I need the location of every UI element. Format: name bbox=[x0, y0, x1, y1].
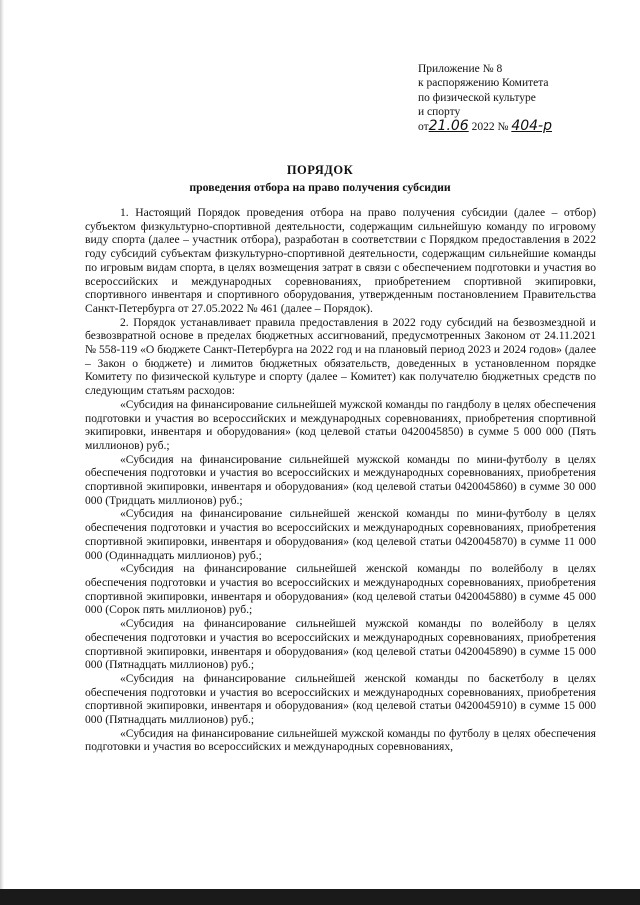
paragraph-2: 2. Порядок устанавливает правила предоставления в 2022 году субсидий на безвозмездной и безвозвратной основе в пределах бюджетных ассигнований, предусмотренных Законом от 24.11.2021 № 558-119 «О бюджете Санкт-Петербурга на 2022 год и на плановый период 2023 и 2024 годов» (далее – Закон о бюджете) и лимитов бюджетных обязательств, доведенных в установленном порядке Комитету по физической культуре и спорту (далее – Комитет) как получателю бюджетных средств по следующим статьям расходов: bbox=[85, 315, 596, 398]
header-line: к распоряжению Комитета bbox=[418, 77, 549, 90]
paragraph-1: 1. Настоящий Порядок проведения отбора на право получения субсидии (далее – отбор) субъектом физкультурно-спортивной деятельности, содержащим сильнейшую команду по игровому виду спорта (далее – участник отбора), разработан в соответствии с Порядком предоставления в 2022 году субсидий субъектам физкультурно-спортивной деятельности, содержащим сильнейшие команды по игровым видам спорта, в целях возмещения затрат в связи с обеспечением подготовки и участия во всероссийских и международных соревнованиях, приобретением спортивной экипировки, спортивного инвентаря и спортивного оборудования, утвержденным постановлением Правительства Санкт-Петербурга от 27.05.2022 № 461 (далее – Порядок). bbox=[85, 206, 596, 315]
subsidy-item: «Субсидия на финансирование сильнейшей мужской команды по мини-футболу в целях обеспечения подготовки и участия во всероссийских и международных соревнованиях, приобретения спортивной экипировки, инвентаря и оборудования» (код целевой статьи 0420045860) в сумме 30 000 000 (Тридцать миллионов) руб.; bbox=[85, 452, 596, 507]
scan-left-edge bbox=[0, 0, 4, 905]
header-date-line bbox=[418, 119, 618, 134]
handwritten-number: 404-р bbox=[511, 118, 552, 135]
handwritten-date: 21.06 bbox=[428, 118, 469, 135]
date-prefix: от bbox=[418, 121, 429, 134]
subsidy-item: «Субсидия на финансирование сильнейшей женской команды по мини-футболу в целях обеспечения подготовки и участия во всероссийских и международных соревнованиях, приобретения спортивной экипировки, инвентаря и оборудования» (код целевой статьи 0420045870) в сумме 11 000 000 (Одиннадцать миллионов) руб.; bbox=[85, 507, 596, 562]
subsidy-item: «Субсидия на финансирование сильнейшей мужской команды по футболу в целях обеспечения подготовки и участия во всероссийских и международных соревнованиях, bbox=[85, 726, 596, 754]
header-line: Приложение № 8 bbox=[418, 63, 503, 75]
scan-bottom-edge bbox=[0, 889, 640, 905]
header-line: и спорту bbox=[418, 105, 461, 118]
title-main: ПОРЯДОК bbox=[286, 163, 354, 177]
subsidy-item: «Субсидия на финансирование сильнейшей женской команды по волейболу в целях обеспечения подготовки и участия во всероссийских и международных соревнованиях, приобретения спортивной экипировки, инвентаря и оборудования» (код целевой статьи 0420045880) в сумме 45 000 000 (Сорок пять миллионов) руб.; bbox=[85, 562, 596, 617]
subsidy-item: «Субсидия на финансирование сильнейшей мужской команды по гандболу в целях обеспечения подготовки и участия во всероссийских и международных соревнованиях, приобретения спортивной экипировки, инвентаря и оборудования» (код целевой статьи 0420045850) в сумме 5 000 000 (Пять миллионов) руб.; bbox=[85, 397, 596, 452]
subsidy-item: «Субсидия на финансирование сильнейшей женской команды по баскетболу в целях обеспечения подготовки и участия во всероссийских и международных соревнованиях, приобретения спортивной экипировки, инвентаря и оборудования» (код целевой статьи 0420045910) в сумме 15 000 000 (Пятнадцать миллионов) руб.; bbox=[85, 671, 596, 727]
document-body bbox=[85, 206, 596, 754]
title-subtitle: проведения отбора на право получения субсидии bbox=[189, 180, 451, 194]
subsidy-item: «Субсидия на финансирование сильнейшей мужской команды по волейболу в целях обеспечения подготовки и участия во всероссийских и международных соревнованиях, приобретения спортивной экипировки, инвентаря и оборудования» (код целевой статьи 0420045890) в сумме 15 000 000 (Пятнадцать миллионов) руб.; bbox=[85, 617, 596, 672]
year-number-label: 2022 № bbox=[471, 121, 509, 134]
header-line: по физической культуре bbox=[418, 91, 536, 104]
appendix-header bbox=[418, 62, 618, 134]
document-title bbox=[0, 162, 640, 195]
